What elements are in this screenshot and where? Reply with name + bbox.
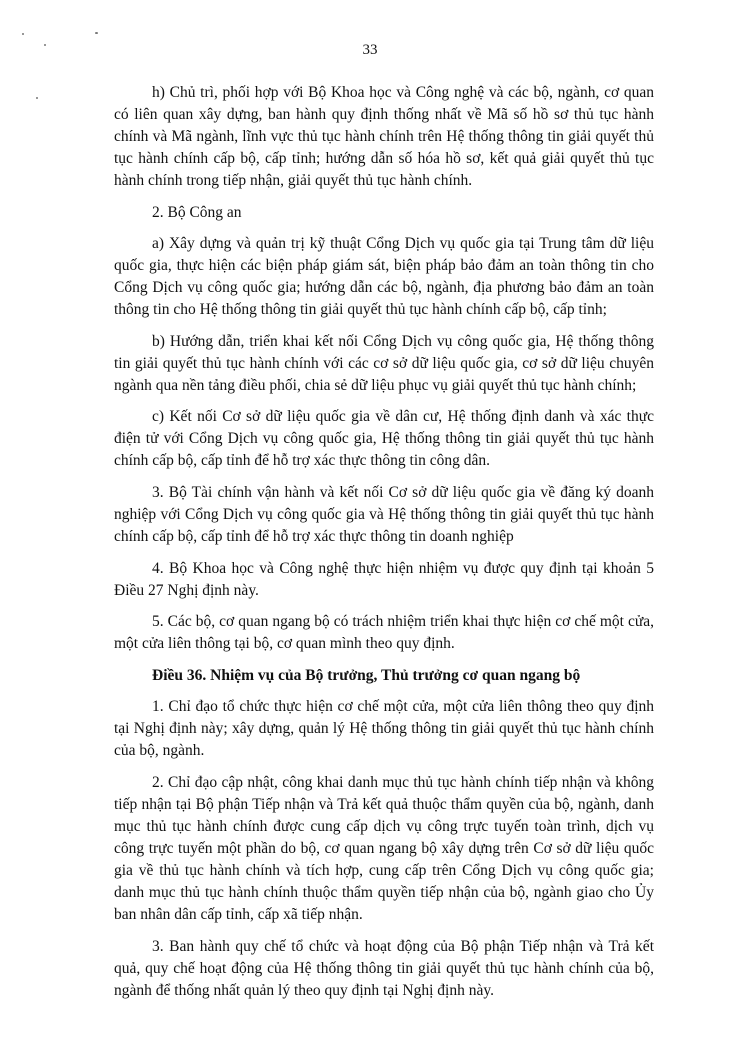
document-body: [114, 82, 654, 1011]
paragraph-5: 5. Các bộ, cơ quan ngang bộ có trách nhiệm triển khai thực hiện cơ chế một cửa, một cửa liên thông tại bộ, cơ quan mình theo quy định.: [114, 613, 654, 653]
paragraph-2c: c) Kết nối Cơ sở dữ liệu quốc gia về dân cư, Hệ thống định danh và xác thực điện tử với Cổng Dịch vụ công quốc gia, Hệ thống thông tin giải quyết thủ tục hành chính cấp bộ, cấp tỉnh để hỗ trợ xác thực thông tin công dân.: [114, 408, 654, 470]
paragraph-2a: a) Xây dựng và quản trị kỹ thuật Cổng Dịch vụ quốc gia tại Trung tâm dữ liệu quốc gia, thực hiện các biện pháp giám sát, biện pháp bảo đảm an toàn thông tin cho Cổng Dịch vụ công quốc gia; hướng dẫn các bộ, ngành, địa phương bảo đảm an toàn thông tin cho Hệ thống thông tin giải quyết thủ tục hành chính cấp bộ, cấp tỉnh;: [114, 235, 654, 319]
scan-speck: [36, 97, 38, 99]
section-2-title: 2. Bộ Công an: [152, 203, 242, 221]
paragraph-h: h) Chủ trì, phối hợp với Bộ Khoa học và Công nghệ và các bộ, ngành, cơ quan có liên quan xây dựng, ban hành quy định thống nhất về Mã số hồ sơ thủ tục hành chính và Mã ngành, lĩnh vực thủ tục hành chính trên Hệ thống thông tin giải quyết thủ tục hành chính cấp bộ, cấp tỉnh; hướng dẫn số hóa hồ sơ, kết quả giải quyết thủ tục hành chính trong tiếp nhận, giải quyết thủ tục hành chính.: [114, 84, 654, 189]
article-36-item-3: 3. Ban hành quy chế tổ chức và hoạt động của Bộ phận Tiếp nhận và Trả kết quả, quy chế hoạt động của Hệ thống thông tin giải quyết thủ tục hành chính của bộ, ngành để thống nhất quản lý theo quy định tại Nghị định này.: [114, 937, 654, 999]
article-36-item-2: 2. Chỉ đạo cập nhật, công khai danh mục thủ tục hành chính tiếp nhận và không tiếp nhận tại Bộ phận Tiếp nhận và Trả kết quả thuộc thẩm quyền của bộ, ngành, danh mục thủ tục hành chính được cung cấp dịch vụ công trực tuyến toàn trình, dịch vụ công trực tuyến một phần do bộ, cơ quan ngang bộ xây dựng trên Cơ sở dữ liệu quốc gia về thủ tục hành chính và tích hợp, cung cấp trên Cổng Dịch vụ công quốc gia; danh mục thủ tục hành chính thuộc thẩm quyền tiếp nhận của bộ, ngành giao cho Ủy ban nhân dân cấp tỉnh, cấp xã tiếp nhận.: [114, 773, 654, 923]
article-36-heading: Điều 36. Nhiệm vụ của Bộ trưởng, Thủ trưởng cơ quan ngang bộ: [152, 666, 581, 684]
paragraph-2b: b) Hướng dẫn, triển khai kết nối Cổng Dịch vụ công quốc gia, Hệ thống thông tin giải quyết thủ tục hành chính với các cơ sở dữ liệu quốc gia, cơ sở dữ liệu chuyên ngành qua nền tảng điều phối, chia sẻ dữ liệu phục vụ giải quyết thủ tục hành chính;: [114, 332, 654, 394]
scan-speck: [22, 33, 24, 35]
article-36-item-1: 1. Chỉ đạo tổ chức thực hiện cơ chế một cửa, một cửa liên thông theo quy định tại Nghị định này; xây dựng, quản lý Hệ thống thông tin giải quyết thủ tục hành chính của bộ, ngành.: [114, 698, 654, 760]
page-number: 33: [362, 42, 378, 58]
paragraph-3: 3. Bộ Tài chính vận hành và kết nối Cơ sở dữ liệu quốc gia về đăng ký doanh nghiệp với Cổng Dịch vụ công quốc gia và Hệ thống thông tin giải quyết thủ tục hành chính cấp bộ, cấp tỉnh để hỗ trợ xác thực thông tin doanh nghiệp: [114, 483, 654, 545]
paragraph-4: 4. Bộ Khoa học và Công nghệ thực hiện nhiệm vụ được quy định tại khoản 5 Điều 27 Nghị định này.: [114, 559, 654, 599]
scan-speck: [95, 32, 98, 34]
scan-speck: [44, 44, 46, 46]
